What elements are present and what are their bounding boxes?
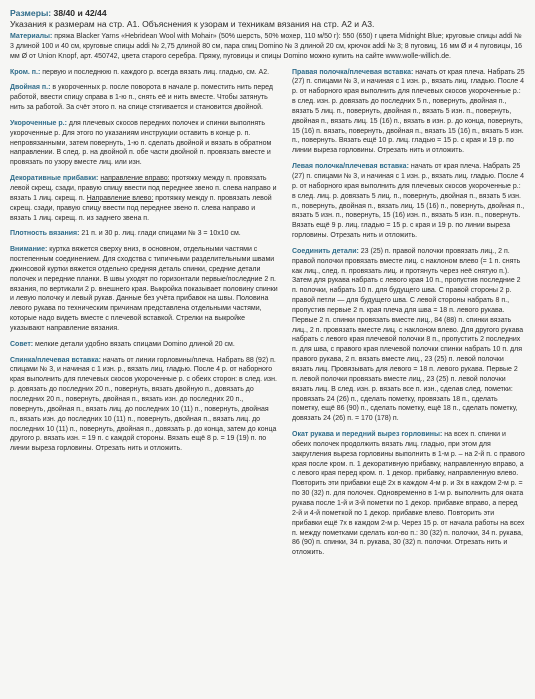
- section-title: Внимание:: [10, 246, 48, 254]
- section-title: Совет:: [10, 340, 34, 348]
- section-text: начать от линии горловины/плеча. Набрать 88 (92) п. спицами № 3, и начиная с 1 изн. р., вязать лиц. гладью. После 4 р. от наборного края выполнить для плечевых скосов укороченные р. с обеих сторон: в след. изн. р. довязать до последних 20 п., повернуть, вязать двойную п., довязать до последних 20 п., повернуть, двойная п., вязать изн. до последних 20 п., повернуть, двойная п., вязать лиц. до последних 10 (11) п., повернуть, двойная п., вязать изн. до последних 10 (11) п., повернуть, двойная п., вязать лиц. до последних 10 (11) п., повернуть, двойная п., довязать р. до конца, затем до конца другого р. вязать изн. = 19 п. с каждой стороны. Вязать ещё 8 р. = 19 (19) п. по линии выреза горловины. Отрезать нить и отложить.: [10, 356, 277, 453]
- left-column: [10, 68, 278, 565]
- section-edge-stitch: [10, 68, 278, 78]
- section-text: на всех п. спинки и обеих полочек продолжить вязать лиц. гладью, при этом для закругления выреза горловины выполнить в 1-м р. – на 2-й п. с правого края после кром. п. 1 декоративную прибавку, направленную вправо, а с левого края перед кром. п. 1 декор. прибавку, направленную влево. Повторить эти прибавки ещё 2х в каждом 4-м р. и 3х в каждом 2-м р. = по 30 (32) п. для полочек. Одновременно в 1-м р. выполнить для оката рукава после 1-й и 3-й пометки по 1 декор. прибавке вправо, а перед 2-й и 4-й пометкой по 1 декор. прибавке влево. Повторить эти прибавки ещё 7х в каждом 2-м р. Через 15 р. от начала работы на всех п. между пометками сделать кол-во п.: 30 (32) п. полочки, 34 п. рукава, 86 (90) п. спинки, 34 п. рукава, 30 (32) п. полочки. Отрезать нить и отложить.: [292, 431, 525, 557]
- sizes-label: Размеры:: [10, 8, 52, 18]
- section-attention: [10, 245, 278, 334]
- section-text: куртка вяжется сверху вниз, в основном, отдельными частями с постепенным соединением. Для сходства с типичными разделительными швами джинсовой куртки вяжется отдельно средняя деталь спинки, средние детали полочек и передние планки. В швы уходят по горизонтали первые/последние 2 п. вязания, по вертикали 2 р. внешнего края. Выкройка показывает половину спинки и левую полочку и левый рукав. Данные без учёта прибавок на швы. Половина левого рукава по техническим причинам представлена отдельными частями, которые надо видеть вместе с плечевой вставкой. Стрелки на выкройке указывают направление вязания.: [10, 246, 278, 332]
- sizes-value: 38/40 и 42/44: [53, 8, 107, 18]
- materials-text: пряжа Blacker Yarns «Hebridean Wool with Mohair» (50% шерсть, 50% мохер, 110 м/50 г): 550 (650) г цвета Midnight Blue; круговые спицы addi № 3 длиной 100 и 40 см, круговые спицы addi № 2,75 длиной 80 см, пара спиц Domino № 3 длиной 20 см, крючок addi № 3; 8 пуговиц, 16 мм Ø и 4 пуговицы, 16 мм Ø от Union Knopf, арт. 450742, цвета старого серебра. Пряжу, пуговицы и спицы Domino можно купить на сайте www.wolle-willich.de.: [10, 33, 523, 60]
- section-join-pieces: [292, 247, 525, 424]
- section-left-front: [292, 162, 525, 241]
- materials-section: [10, 32, 525, 62]
- section-title: Окат рукава и передний вырез горловины:: [292, 431, 443, 439]
- two-columns: [10, 68, 525, 565]
- section-back-yoke: [10, 356, 278, 454]
- section-title: Левая полочка/плечевая вставка:: [292, 163, 409, 171]
- section-tip: [10, 340, 278, 350]
- materials-title: Материалы:: [10, 33, 53, 40]
- section-title: Соединить детали:: [292, 247, 359, 255]
- section-double-stitch: [10, 83, 278, 113]
- section-text: для плечевых скосов передних полочек и спинки выполнять укороченные р. Для этого по указаниям инструкции оставить в конце р. п. непровязанными, затем повернуть, 1-ю п. сделать двойной и вязать в обратном направлении. В след. р. на двойной п. обе части двойной п. провязать вместе и провязать по узору вместе лиц. или изн.: [10, 119, 272, 167]
- section-text: 23 (25) п. правой полочки провязать лиц., 2 п. правой полочки провязать вместе лиц. с наклоном влево (= 1 п. снять как лиц., след. п. провязать лиц. и протянуть через неё снятую п.). Затем для рукава набрать с левого края 10 п., пропустив последние 2 п. полочки, набрать 10 п. для будущего шва. С правой стороны 2 р. правой петли — для будущего шва. С левой стороны набрать 8 п., пропустив первые 2 п. края плеча для шва = 18 п. левого рукава. Первые 2 п. спинки провязать вместе лиц., 84 (88) п. спинки вязать лиц., 2 п. провязать вместе лиц. с наклоном влево. Для другого рукава набрать с левого края плечевой полочки 8 п., пропустить 2 последних п. для шва, с правого края плечевой полочки спинки набрать 10 п. для правого рукава, 2 п. вязать вместе лиц., 23 (25) п. левой полочки вязать лиц. Провязывать для левого = 18 п. левого рукава. Первые 2 п. левой полочки провязать вместе лиц., 23 (25) п. левой полочки вязать лиц. В след. изн. р. вязать все п. изн., сделав след. пометки: провязать 24 (26) п., сделать пометку, провязать 18 п., сделать пометку, ещё 86 (90) п., сделать пометку, ещё 18 п., сделать пометку, довязать 24 (26) п. = 170 (178) п.: [292, 247, 524, 423]
- section-title: Плотность вязания:: [10, 230, 80, 238]
- right-column: [292, 68, 525, 565]
- section-title: Двойная п.:: [10, 84, 51, 92]
- direction-right-label: направление вправо:: [100, 175, 170, 183]
- section-gauge: [10, 229, 278, 239]
- direction-left-label: Направление влево:: [86, 194, 154, 202]
- section-text: начать от края плеча. Набрать 25 (27) п. спицами № 3, и начиная с 1 изн. р., вязать лиц. гладью. После 4 р. от наборного края выполнить для плечевых скосов укороченные р.: в след. изн. р. довязать до последних 5 п., повернуть, двойная п., вязать 5 лиц. п., повернуть, двойная п., вязать 5 изн. п., повернуть, двойная п., вязать лиц. 15 (16) п., вязать в изн. р. до конца, повернуть, 15 (16) п. вязать, повернуть, двойная п., вязать 15 (16) п., вязать 5 изн. п., повернуть. Вязать ещё 10 р. лиц. гладью = 15 р. с края и 19 р. по линии выреза горловины. Отрезать нить и отложить.: [292, 68, 525, 155]
- sizes-hint: Указания к размерам на стр. А1. Объяснения к узорам и техникам вязания на стр. А2 и А3.: [10, 19, 375, 29]
- section-title: Спинка/плечевая вставка:: [10, 356, 101, 364]
- section-text: мелкие детали удобно вязать спицами Domino длиной 20 см.: [33, 340, 235, 348]
- section-text: в укороченных р. после поворота в начале р. поместить нить перед работой, ввести спицу справа в 1-ю п., снять её и нить вместе. Чтобы затянуть нить за работой. За счёт этого п. на спице стягивается и становится двойной.: [10, 84, 273, 112]
- section-text: протяжку между п. провязать левой скрещ. сзади, правую спицу ввести под переднее звено п. слева направо и вязать 1 лиц. скрещ. п.: [10, 175, 277, 202]
- section-decorative-increases: [10, 174, 278, 223]
- section-text-2: протяжку между п. провязать левой скрещ. сзади, правую спицу ввести под переднее звено п. слева направо и вязать 1 лиц. скрещ. п. из заднего звена п.: [10, 194, 272, 222]
- sizes-header: [10, 8, 525, 30]
- section-sleeve-cap: [292, 430, 525, 558]
- section-short-rows: [10, 119, 278, 168]
- section-text: начать от края плеча. Набрать 25 (27) п. спицами № 3, и начиная с 1 изн. р., вязать лиц. гладью. После 4 р. от наборного края выполнить для плечевых скосов укороченные р.: в след. лиц. р. довязать 5 лиц. п., повернуть, двойная п., вязать 5 изн. п., повернуть, двойная п., вязать лиц. 15 (16) п., повернуть, двойная п., вязать 5 изн. п., повернуть, 15 (16) изн. п., вязать 5 изн. п., повернуть. Вязать ещё 9 р. лиц. гладью = 15 р. с края и 19 р. по линии выреза горловины. Отрезать нить и отложить.: [292, 163, 525, 240]
- section-title: Укороченные р.:: [10, 119, 67, 127]
- section-title: Правая полочка/плечевая вставка:: [292, 68, 414, 76]
- section-text: 21 п. и 30 р. лиц. глади спицами № 3 = 10х10 см.: [79, 230, 241, 238]
- section-text: первую и последнюю п. каждого р. всегда вязать лиц. гладью, см. А2.: [40, 68, 270, 76]
- section-right-front: [292, 68, 525, 157]
- section-title: Декоративные прибавки:: [10, 175, 99, 183]
- section-title: Кром. п.:: [10, 68, 41, 76]
